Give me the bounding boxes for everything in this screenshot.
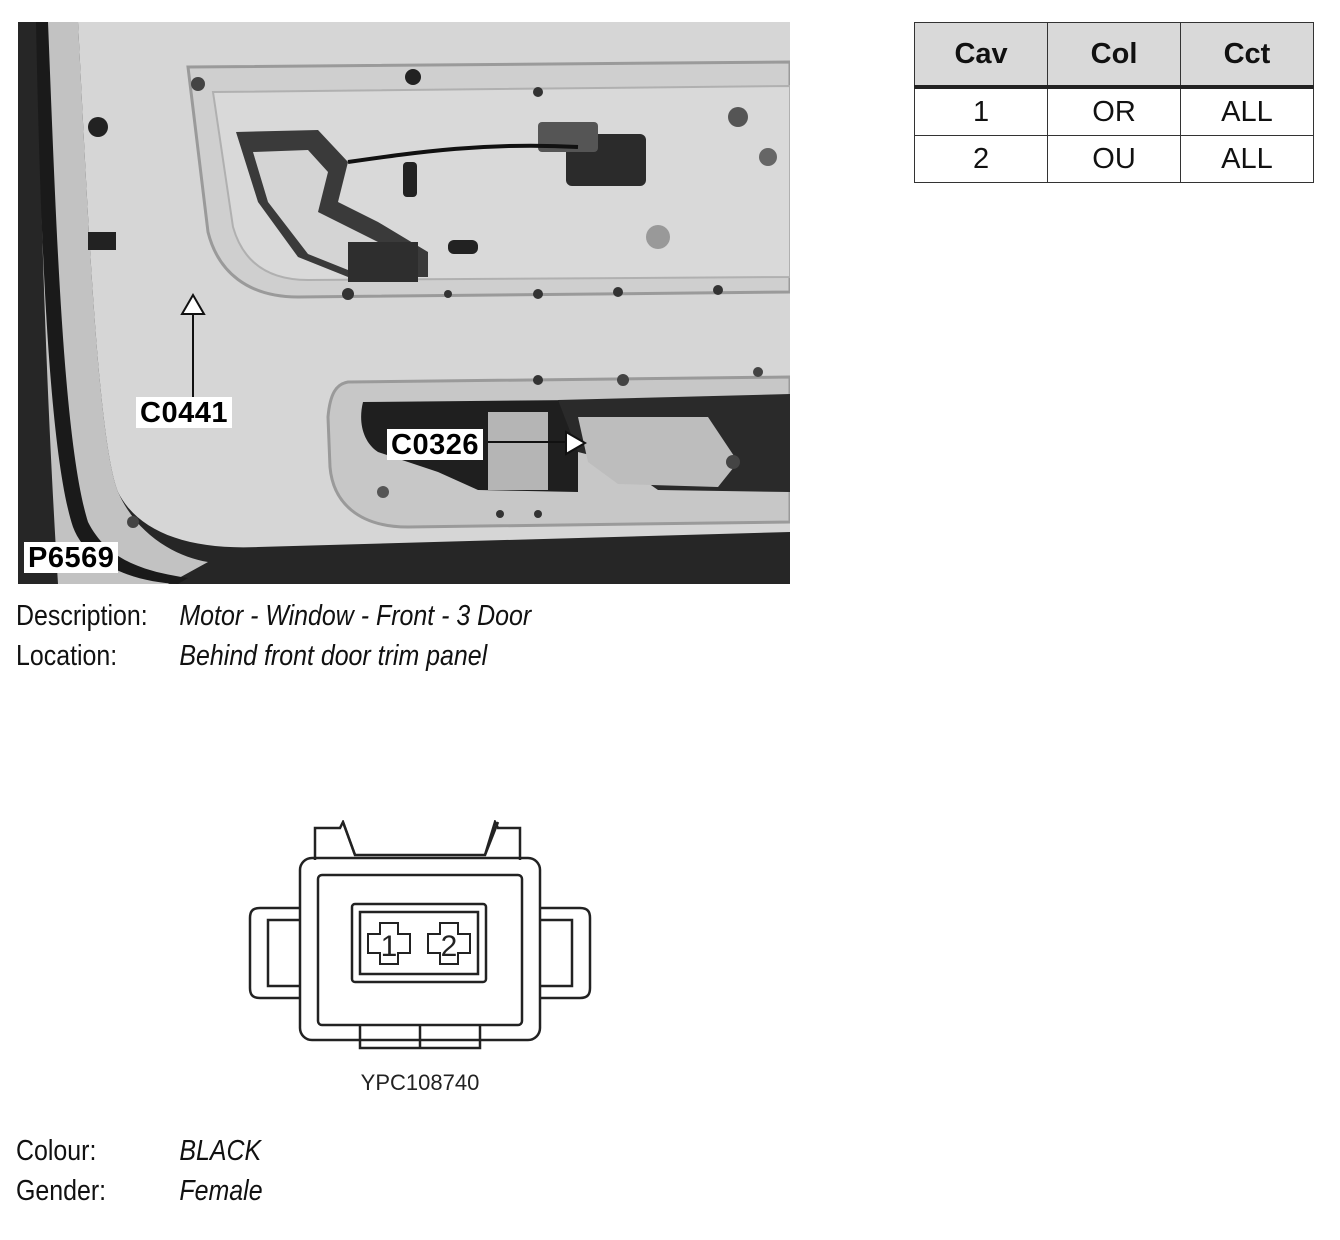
description-value: Motor - Window - Front - 3 Door	[179, 600, 532, 632]
header-cav: Cav	[915, 23, 1048, 88]
connector-face-drawing	[240, 820, 600, 1060]
connector-part-code: YPC108740	[360, 1070, 480, 1095]
table-row	[915, 136, 1314, 183]
location-label: Location:	[16, 640, 118, 672]
callout-p6569: P6569	[24, 542, 118, 573]
cell-cav: 1	[915, 87, 1048, 136]
colour-row	[16, 1131, 263, 1171]
cell-col: OU	[1048, 136, 1181, 183]
colour-value: BLACK	[179, 1135, 262, 1167]
cavity-table	[914, 22, 1314, 183]
connector-info-block	[16, 1131, 263, 1211]
cell-cct: ALL	[1180, 87, 1313, 136]
table-header-row	[915, 23, 1314, 88]
callout-c0326: C0326	[387, 429, 483, 460]
cell-cav: 2	[915, 136, 1048, 183]
callout-c0441: C0441	[136, 397, 232, 428]
pin-2-label: 2	[440, 930, 458, 963]
header-col: Col	[1048, 23, 1181, 88]
location-value: Behind front door trim panel	[179, 640, 488, 672]
gender-label: Gender:	[16, 1175, 107, 1207]
connector-diagram	[240, 820, 600, 1060]
description-block	[16, 596, 531, 676]
pin-1-label: 1	[380, 930, 398, 963]
cell-cct: ALL	[1180, 136, 1313, 183]
colour-label: Colour:	[16, 1135, 97, 1167]
location-row	[16, 636, 531, 676]
description-label: Description:	[16, 600, 148, 632]
location-photo	[18, 22, 790, 584]
description-row	[16, 596, 531, 636]
table-row	[915, 87, 1314, 136]
door-photo-illustration	[18, 22, 790, 584]
gender-row	[16, 1171, 263, 1211]
header-cct: Cct	[1180, 23, 1313, 88]
cell-col: OR	[1048, 87, 1181, 136]
gender-value: Female	[179, 1175, 263, 1207]
